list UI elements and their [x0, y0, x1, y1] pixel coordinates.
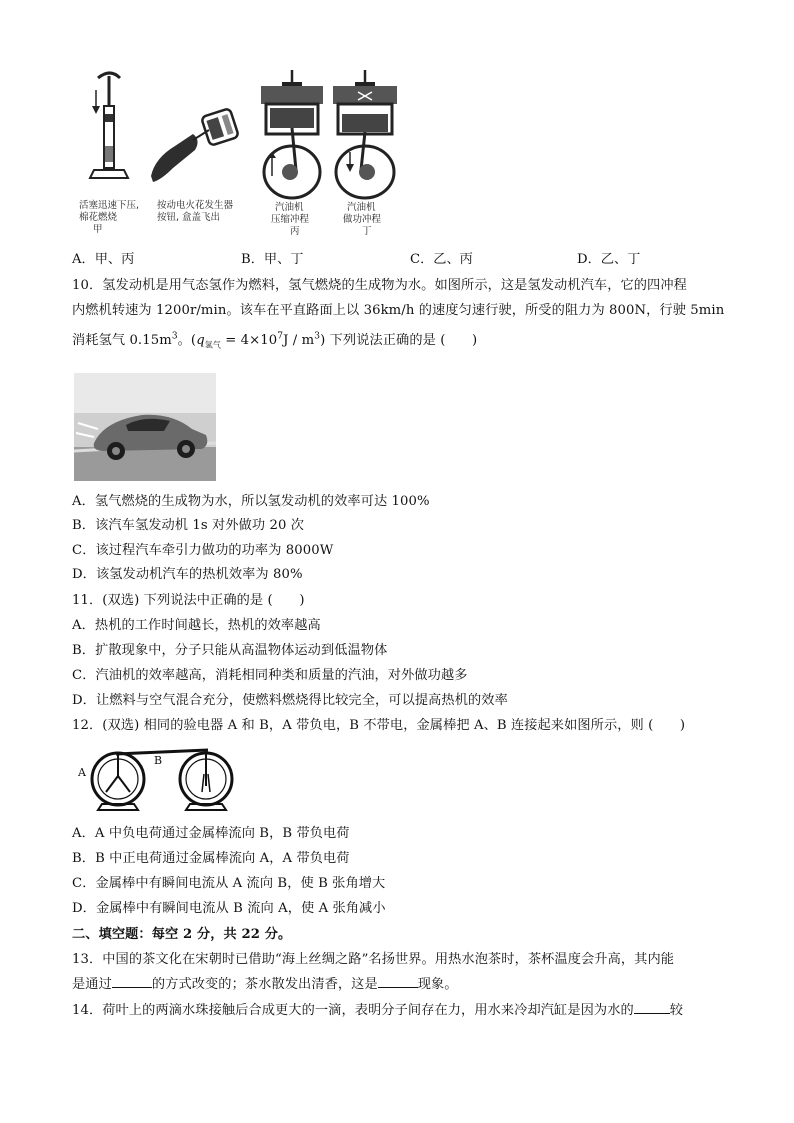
electroscope-b-label: B	[154, 754, 163, 767]
electroscope-a-label: A	[78, 766, 86, 779]
q10-option-a: A．氢气燃烧的生成物为水，所以氢发动机的效率可达 100%	[72, 494, 430, 509]
caption-bing-line1: 汽油机	[275, 202, 304, 213]
caption-ding-line1: 汽油机	[347, 202, 376, 213]
caption-jia-line1: 活塞迅速下压,	[79, 200, 140, 211]
q10-stem-line1: 10．氢发动机是用气态氢作为燃料，氢气燃烧的生成物为水。如图所示，这是氢发动机汽车，它的四冲程	[72, 278, 687, 293]
caption-yi-line2: 按钮, 盒盖飞出	[157, 212, 221, 223]
caption-jia-tag: 甲	[93, 224, 103, 235]
q9-option-d: D．乙、丁	[577, 252, 641, 267]
q9-option-c: C．乙、丙	[410, 252, 473, 267]
figure-yi-spark-generator	[145, 104, 245, 186]
q13-blank-2[interactable]	[378, 975, 418, 988]
caption-ding-tag: 丁	[362, 226, 372, 237]
q13-blank-1[interactable]	[112, 975, 152, 988]
caption-bing-tag: 丙	[290, 226, 300, 237]
q13-line2: 是通过 的方式改变的；茶水散发出清香，这是 现象。	[72, 977, 458, 992]
figure-jia-air-piston	[84, 66, 142, 184]
q11-option-a: A．热机的工作时间越长，热机的效率越高	[72, 618, 321, 633]
q11-option-c: C．汽油机的效率越高，消耗相同种类和质量的汽油，对外做功越多	[72, 668, 468, 683]
q10-option-c: C．该过程汽车牵引力做功的功率为 8000W	[72, 543, 334, 558]
q9-option-b: B．甲、丁	[241, 252, 304, 267]
q12-option-a: A．A 中负电荷通过金属棒流向 B，B 带负电荷	[72, 826, 350, 841]
q12-option-b: B．B 中正电荷通过金属棒流向 A，A 带负电荷	[72, 851, 350, 866]
q12-option-c: C．金属棒中有瞬间电流从 A 流向 B，使 B 张角增大	[72, 876, 386, 891]
caption-ding-line2: 做功冲程	[343, 214, 382, 225]
q10-option-d: D．该氢发动机汽车的热机效率为 80%	[72, 567, 303, 582]
caption-yi-line1: 按动电火花发生器	[157, 200, 234, 211]
figure-hydrogen-car-photo	[74, 373, 216, 481]
q12-stem: 12．(双选) 相同的验电器 A 和 B，A 带负电，B 不带电，金属棒把 A、B 连接起来如图所示，则 ( )	[72, 718, 686, 733]
figure-ding-power-stroke	[330, 66, 400, 200]
q12-option-d: D．金属棒中有瞬间电流从 B 流向 A，使 A 张角减小	[72, 901, 386, 916]
q13-line1: 13．中国的茶文化在宋朝时已借助“海上丝绸之路”名扬世界。用热水泡茶时，茶杯温度会升高，其内能	[72, 952, 675, 967]
q14-blank-1[interactable]	[634, 1001, 670, 1014]
q10-stem-line3: 消耗氢气 $0.15m^3$。$(q_{氢气} = 4\times 10^7J / m^3)$ 下列说法正确的是 ( )	[72, 331, 478, 350]
figure-electroscopes	[78, 744, 250, 814]
figure-bing-compression-stroke	[258, 66, 326, 200]
caption-jia-line2: 棉花燃烧	[79, 212, 118, 223]
caption-bing-line2: 压缩冲程	[271, 214, 310, 225]
q9-option-a: A．甲、丙	[72, 252, 135, 267]
q14-line1: 14．荷叶上的两滴水珠接触后合成更大的一滴，表明分子间存在力，用水来冷却汽缸是因为水的 较	[72, 1003, 684, 1018]
electroscope-b	[180, 752, 232, 810]
q11-option-b: B．扩散现象中，分子只能从高温物体运动到低温物体	[72, 643, 388, 658]
electroscope-a	[92, 752, 144, 810]
q11-option-d: D．让燃料与空气混合充分，使燃料燃烧得比较完全，可以提高热机的效率	[72, 693, 508, 708]
q11-stem: 11．(双选) 下列说法中正确的是 ( )	[72, 593, 305, 608]
q10-stem-line2: 内燃机转速为 1200r/min。该车在平直路面上以 36km/h 的速度匀速行驶，所受的阻力为 800N，行驶 5min	[72, 303, 725, 318]
q10-option-b: B．该汽车氢发动机 1s 对外做功 20 次	[72, 518, 305, 533]
section-2-title: 二、填空题：每空 2 分，共 22 分。	[72, 927, 292, 942]
